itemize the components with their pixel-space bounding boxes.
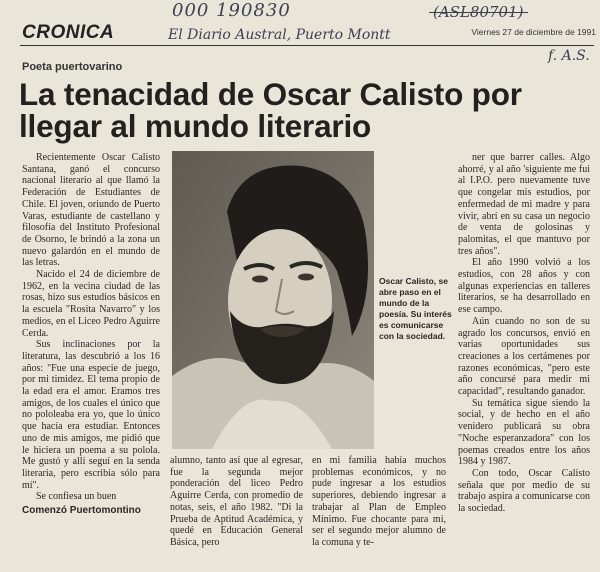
paragraph: Con todo, Oscar Calisto señala que por medio de su trabajo aspira a comunicarse con la sociedad. <box>458 467 590 515</box>
paragraph: Nacido el 24 de diciembre de 1962, en la vecina ciudad de las rosas, hizo sus estudios básicos en la escuela "Rosita Navarro" y los medios, en el Liceo Pedro Aguirre Cerda. <box>22 269 160 339</box>
article-kicker: Poeta puertovarino <box>22 61 123 73</box>
handwritten-reference: (ASL80701) <box>433 3 524 21</box>
paragraph: Su temática sigue siendo la social, y de hecho en el año venidero publicará su obra "Noche esperanzadora" con los poemas creados entre los años 1984 y 1987. <box>458 397 590 468</box>
paragraph: El año 1990 volvió a los estudios, con 28 años y con algunas experiencias en talleres literarios, se ha desarrollado en ese campo. <box>458 257 590 316</box>
section-name: CRONICA <box>22 22 115 43</box>
issue-date: Viernes 27 de diciembre de 1991 <box>471 27 596 37</box>
paragraph: ner que barrer calles. Algo ahorré, y al año 'siguiente me fui al I.P.O. pero nuevamente tuve que congelar mis estudios, por enfermedad de mi madre y para vivir, abrí en su casa un negocio de venta de golosinas y palomitas, el que mantuvo por tres años". <box>458 152 590 257</box>
paragraph: en mi familia había muchos problemas económicos, y no pude ingresar a los estudios superiores, debiendo ingresar a trabajar al Plan de Empleo Mínimo. Fue chocante para mí, ser el segundo mejor alumno de la comuna y te- <box>312 455 446 548</box>
handwritten-source-note: El Diario Austral, Puerto Montt <box>168 27 391 43</box>
handwritten-catalog-code: 000 190830 <box>172 0 291 21</box>
handwritten-initials: f. A.S. <box>548 48 590 64</box>
paragraph: alumno, tanto así que al egresar, fue la segunda mejor ponderación del liceo Pedro Aguirre Cerda, con promedio de notas, seis, el año 1982. "Di la Prueba de Aptitud Académica, y quedé en Educación General Básica, pero <box>170 455 303 548</box>
paragraph: Se confiesa un buen <box>36 491 117 503</box>
article-subhead: Comenzó Puertomontino <box>22 505 141 517</box>
paragraph: Aún cuando no son de su agrado los concursos, envió en varias oportunidades sus creaciones a los certámenes por razones económicas, "pero este año concursé para medir mi capacidad", resultando ganador. <box>458 315 590 398</box>
paragraph: Sus inclinaciones por la literatura, las descubrió a los 16 años: "Fue una especie de juego, por mi timidez. El tema propio de la edad era el amor. Eramos tres amigos, de los cuales el único que no pololeaba era yo, que lo único que hacía era estudiar. Entonces uno de mis amigos, me pidió que le hiciera un poema a su polola. Me gustó y allí seguí en la senda literaria, pero escribía sólo para mí". <box>22 339 160 491</box>
paragraph: Recientemente Oscar Calisto Santana, ganó el concurso nacional literario al que llamó la Federación de Estudiantes de Chile. El joven, oriundo de Puerto Varas, estudiante de castellano y filosofía del Instituto Profesional de Osorno, le brindó a la zona un nuevo galardón en el mundo de las letras. <box>22 152 160 269</box>
article-column-4 <box>458 152 590 572</box>
article-column-3 <box>312 455 446 572</box>
article-column-1 <box>22 152 160 572</box>
header-rule <box>20 45 594 46</box>
photo-caption: Oscar Calisto, se abre paso en el mundo de la poesía. Su interés es comunicarse con la sociedad. <box>379 276 452 341</box>
article-column-2 <box>170 455 303 572</box>
article-headline: La tenacidad de Oscar Calisto por llegar al mundo literario <box>19 76 522 144</box>
portrait-photo <box>172 151 374 449</box>
